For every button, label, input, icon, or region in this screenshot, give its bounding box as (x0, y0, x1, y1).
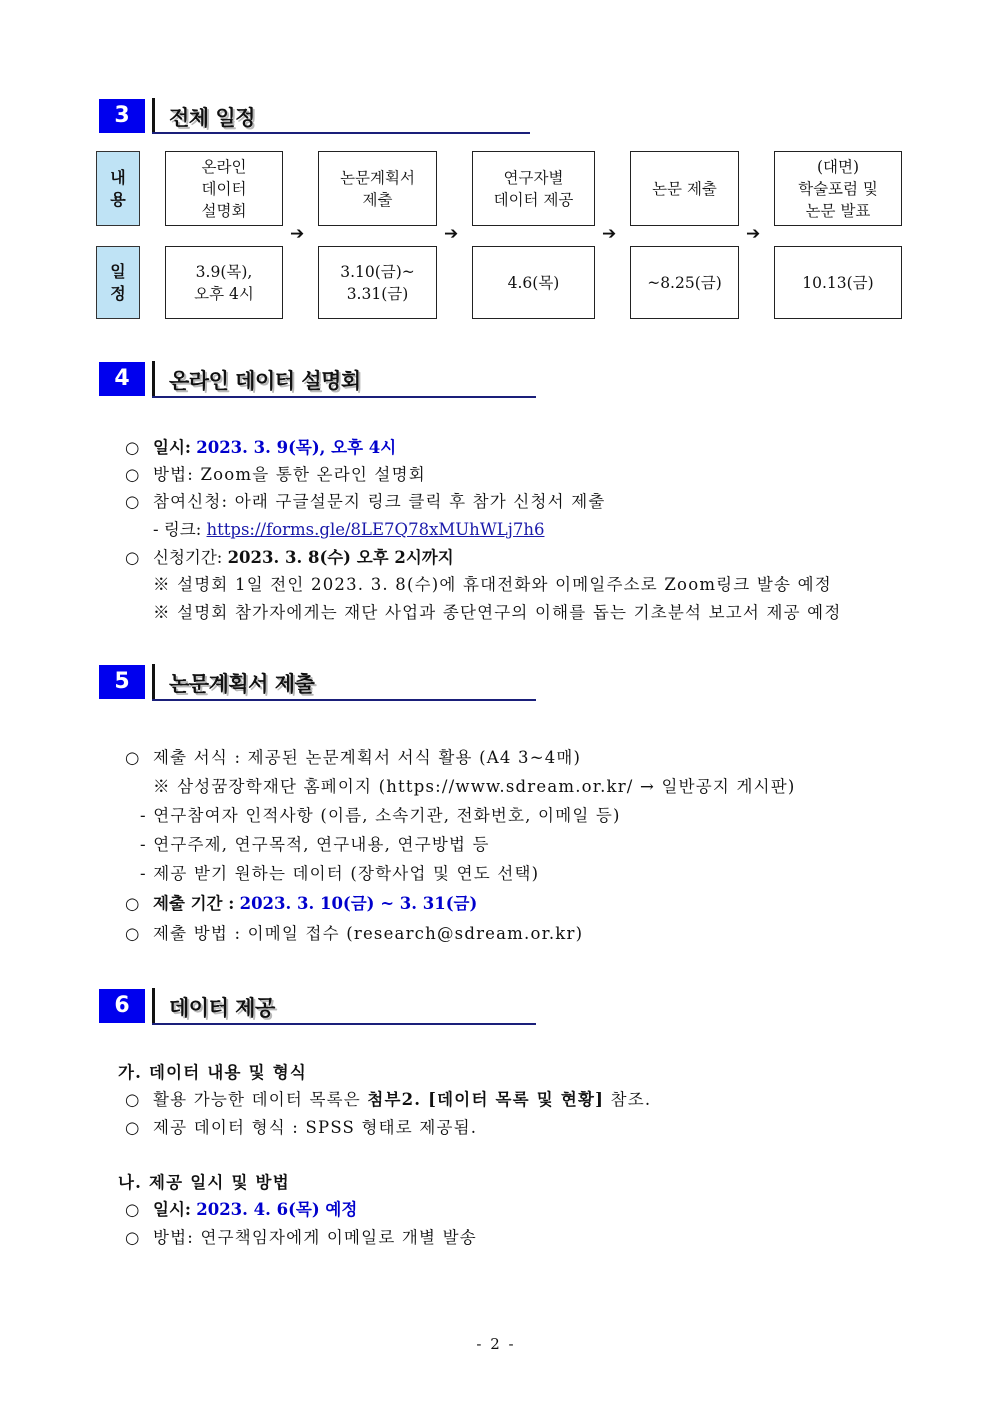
data-format-line (125, 1116, 477, 1140)
b1-value: 2023. 4. 6(목) 예정 (196, 1200, 358, 1219)
arrow-right-icon: ➔ (602, 224, 617, 244)
briefing-date-line (125, 436, 396, 460)
a1-pre: 활용 가능한 데이터 목록은 (153, 1090, 368, 1109)
bullet-circle: ○ (125, 748, 141, 767)
section-number-6: 6 (99, 989, 145, 1023)
bullet-circle: ○ (125, 492, 141, 511)
method-text: 제출 방법 : 이메일 접수 (research@sdream.or.kr) (153, 924, 584, 943)
schedule-step-date: 3.9(목), 오후 4시 (165, 246, 283, 319)
plan-format-note: ※ 삼성꿈장학재단 홈페이지 (https://www.sdream.or.kr/ → 일반공지 게시판) (153, 777, 796, 796)
bullet-circle: ○ (125, 1228, 141, 1247)
bullet-circle: ○ (125, 894, 140, 913)
bullet-circle: ○ (125, 1118, 141, 1137)
briefing-link-line (153, 518, 544, 542)
section-underline (152, 132, 530, 134)
provision-method-line (125, 1226, 477, 1250)
period-label: 신청기간: (153, 548, 223, 567)
row-label-content: 내 용 (96, 151, 140, 226)
schedule-step-content: 논문 제출 (630, 151, 739, 226)
section-title-data-provision: 데이터 제공 (169, 996, 275, 1020)
section-number-5: 5 (99, 665, 145, 699)
bullet-circle: ○ (125, 924, 141, 943)
section-number-3: 3 (99, 99, 145, 133)
row-label-schedule: 일 정 (96, 246, 140, 319)
section-title-plan-submission: 논문계획서 제출 (169, 672, 315, 696)
subheading-provision-method: 나. 제공 일시 및 방법 (118, 1173, 290, 1192)
section-number-4: 4 (99, 362, 145, 396)
briefing-period-line (125, 546, 454, 570)
period-value: 2023. 3. 10(금) ~ 3. 31(금) (239, 894, 478, 913)
schedule-step-content: 연구자별 데이터 제공 (472, 151, 595, 226)
section-underline (152, 396, 536, 398)
bullet-circle: ○ (125, 438, 140, 457)
link-label: - 링크: (153, 520, 202, 539)
schedule-step-date: 4.6(목) (472, 246, 595, 319)
arrow-right-icon: ➔ (290, 224, 305, 244)
plan-period-line (125, 892, 477, 916)
subheading-data-content: 가. 데이터 내용 및 형식 (118, 1063, 307, 1082)
bullet-circle: ○ (125, 465, 141, 484)
plan-format-line (125, 746, 581, 770)
format-text: 제출 서식 : 제공된 논문계획서 서식 활용 (A4 3~4매) (153, 748, 582, 767)
period-label: 제출 기간 : (153, 894, 235, 913)
apply-text: 참여신청: 아래 구글설문지 링크 클릭 후 참가 신청서 제출 (153, 492, 606, 511)
bullet-circle: ○ (125, 1090, 141, 1109)
arrow-right-icon: ➔ (746, 224, 761, 244)
section-underline (152, 1023, 536, 1025)
briefing-note: ※ 설명회 참가자에게는 재단 사업과 종단연구의 이해를 돕는 기초분석 보고서 제공 예정 (153, 603, 842, 622)
arrow-right-icon: ➔ (444, 224, 459, 244)
section-divider-bar (152, 988, 155, 1024)
schedule-step-content: 논문계획서 제출 (318, 151, 437, 226)
a1-post: 참조. (604, 1090, 652, 1109)
b1-label: 일시: (153, 1200, 191, 1219)
briefing-note: ※ 설명회 1일 전인 2023. 3. 8(수)에 휴대전화와 이메일주소로 Zoom링크 발송 예정 (153, 575, 832, 594)
survey-link[interactable]: https://forms.gle/8LE7Q78xMUhWLj7h6 (206, 520, 545, 539)
b2-text: 방법: 연구책임자에게 이메일로 개별 발송 (153, 1228, 477, 1247)
page-number: - 2 - (476, 1335, 516, 1353)
section-title-schedule: 전체 일정 (169, 106, 255, 130)
schedule-step-date: 3.10(금)~ 3.31(금) (318, 246, 437, 319)
briefing-apply-line (125, 490, 606, 514)
method-text: 방법: Zoom을 통한 온라인 설명회 (153, 465, 426, 484)
section-divider-bar (152, 361, 155, 397)
schedule-step-date: ~8.25(금) (630, 246, 739, 319)
bullet-circle: ○ (125, 548, 140, 567)
plan-item: - 연구참여자 인적사항 (이름, 소속기관, 전화번호, 이메일 등) (140, 806, 621, 825)
section-underline (152, 699, 536, 701)
date-label: 일시: (153, 438, 191, 457)
section-divider-bar (152, 98, 155, 134)
a1-bold: 첨부2. [데이터 목록 및 현황] (367, 1090, 605, 1109)
date-value: 2023. 3. 9(목), 오후 4시 (196, 438, 397, 457)
provision-date-line (125, 1198, 357, 1222)
period-value: 2023. 3. 8(수) 오후 2시까지 (227, 548, 454, 567)
schedule-step-content: (대면) 학술포럼 및 논문 발표 (774, 151, 902, 226)
briefing-method-line (125, 463, 426, 487)
plan-item: - 연구주제, 연구목적, 연구내용, 연구방법 등 (140, 835, 490, 854)
plan-item: - 제공 받기 원하는 데이터 (장학사업 및 연도 선택) (140, 864, 540, 883)
schedule-step-date: 10.13(금) (774, 246, 902, 319)
a2-text: 제공 데이터 형식 : SPSS 형태로 제공됨. (153, 1118, 478, 1137)
bullet-circle: ○ (125, 1200, 140, 1219)
section-title-online-briefing: 온라인 데이터 설명회 (169, 369, 361, 393)
section-divider-bar (152, 664, 155, 700)
schedule-step-content: 온라인 데이터 설명회 (165, 151, 283, 226)
data-list-line (125, 1088, 651, 1112)
plan-method-line (125, 922, 583, 946)
